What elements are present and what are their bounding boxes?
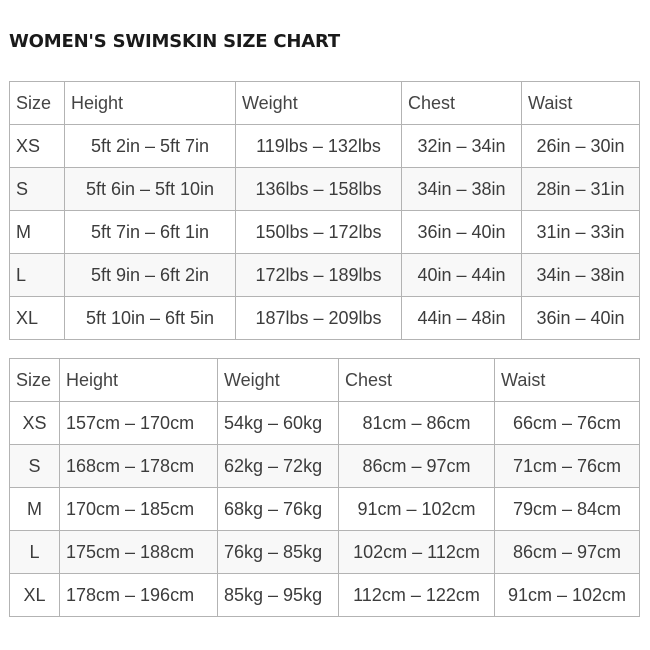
weight-cell: 62kg – 72kg (218, 445, 339, 488)
chest-cell: 112cm – 122cm (339, 574, 495, 617)
weight-cell: 187lbs – 209lbs (236, 297, 402, 340)
header-size: Size (10, 82, 65, 125)
size-cell: S (10, 445, 60, 488)
height-cell: 170cm – 185cm (60, 488, 218, 531)
header-chest: Chest (339, 359, 495, 402)
waist-cell: 28in – 31in (522, 168, 640, 211)
height-cell: 5ft 9in – 6ft 2in (65, 254, 236, 297)
waist-cell: 26in – 30in (522, 125, 640, 168)
weight-cell: 172lbs – 189lbs (236, 254, 402, 297)
chest-cell: 40in – 44in (402, 254, 522, 297)
chest-cell: 91cm – 102cm (339, 488, 495, 531)
weight-cell: 85kg – 95kg (218, 574, 339, 617)
header-weight: Weight (218, 359, 339, 402)
waist-cell: 36in – 40in (522, 297, 640, 340)
weight-cell: 150lbs – 172lbs (236, 211, 402, 254)
table-row (10, 168, 640, 211)
table-header-row (10, 359, 640, 402)
table-row (10, 531, 640, 574)
waist-cell: 71cm – 76cm (495, 445, 640, 488)
header-chest: Chest (402, 82, 522, 125)
weight-cell: 119lbs – 132lbs (236, 125, 402, 168)
chest-cell: 34in – 38in (402, 168, 522, 211)
chest-cell: 36in – 40in (402, 211, 522, 254)
height-cell: 175cm – 188cm (60, 531, 218, 574)
waist-cell: 34in – 38in (522, 254, 640, 297)
weight-cell: 136lbs – 158lbs (236, 168, 402, 211)
size-cell: XS (10, 125, 65, 168)
size-cell: M (10, 211, 65, 254)
waist-cell: 66cm – 76cm (495, 402, 640, 445)
chest-cell: 32in – 34in (402, 125, 522, 168)
header-waist: Waist (522, 82, 640, 125)
size-cell: M (10, 488, 60, 531)
table-row (10, 254, 640, 297)
waist-cell: 86cm – 97cm (495, 531, 640, 574)
header-weight: Weight (236, 82, 402, 125)
weight-cell: 68kg – 76kg (218, 488, 339, 531)
chest-cell: 44in – 48in (402, 297, 522, 340)
waist-cell: 31in – 33in (522, 211, 640, 254)
chest-cell: 81cm – 86cm (339, 402, 495, 445)
table-header-row (10, 82, 640, 125)
size-cell: L (10, 531, 60, 574)
size-cell: XL (10, 297, 65, 340)
table-row (10, 297, 640, 340)
waist-cell: 91cm – 102cm (495, 574, 640, 617)
metric-size-table (9, 358, 640, 617)
table-row (10, 402, 640, 445)
header-size: Size (10, 359, 60, 402)
weight-cell: 76kg – 85kg (218, 531, 339, 574)
size-cell: S (10, 168, 65, 211)
size-cell: XL (10, 574, 60, 617)
height-cell: 5ft 10in – 6ft 5in (65, 297, 236, 340)
table-row (10, 125, 640, 168)
size-cell: L (10, 254, 65, 297)
page-title: WOMEN'S SWIMSKIN SIZE CHART (9, 31, 340, 52)
table-row (10, 574, 640, 617)
weight-cell: 54kg – 60kg (218, 402, 339, 445)
height-cell: 178cm – 196cm (60, 574, 218, 617)
height-cell: 5ft 6in – 5ft 10in (65, 168, 236, 211)
imperial-size-table (9, 81, 640, 340)
header-height: Height (60, 359, 218, 402)
table-row (10, 488, 640, 531)
header-height: Height (65, 82, 236, 125)
table-row (10, 445, 640, 488)
chest-cell: 86cm – 97cm (339, 445, 495, 488)
table-row (10, 211, 640, 254)
height-cell: 5ft 2in – 5ft 7in (65, 125, 236, 168)
waist-cell: 79cm – 84cm (495, 488, 640, 531)
size-cell: XS (10, 402, 60, 445)
height-cell: 168cm – 178cm (60, 445, 218, 488)
header-waist: Waist (495, 359, 640, 402)
chest-cell: 102cm – 112cm (339, 531, 495, 574)
height-cell: 157cm – 170cm (60, 402, 218, 445)
height-cell: 5ft 7in – 6ft 1in (65, 211, 236, 254)
